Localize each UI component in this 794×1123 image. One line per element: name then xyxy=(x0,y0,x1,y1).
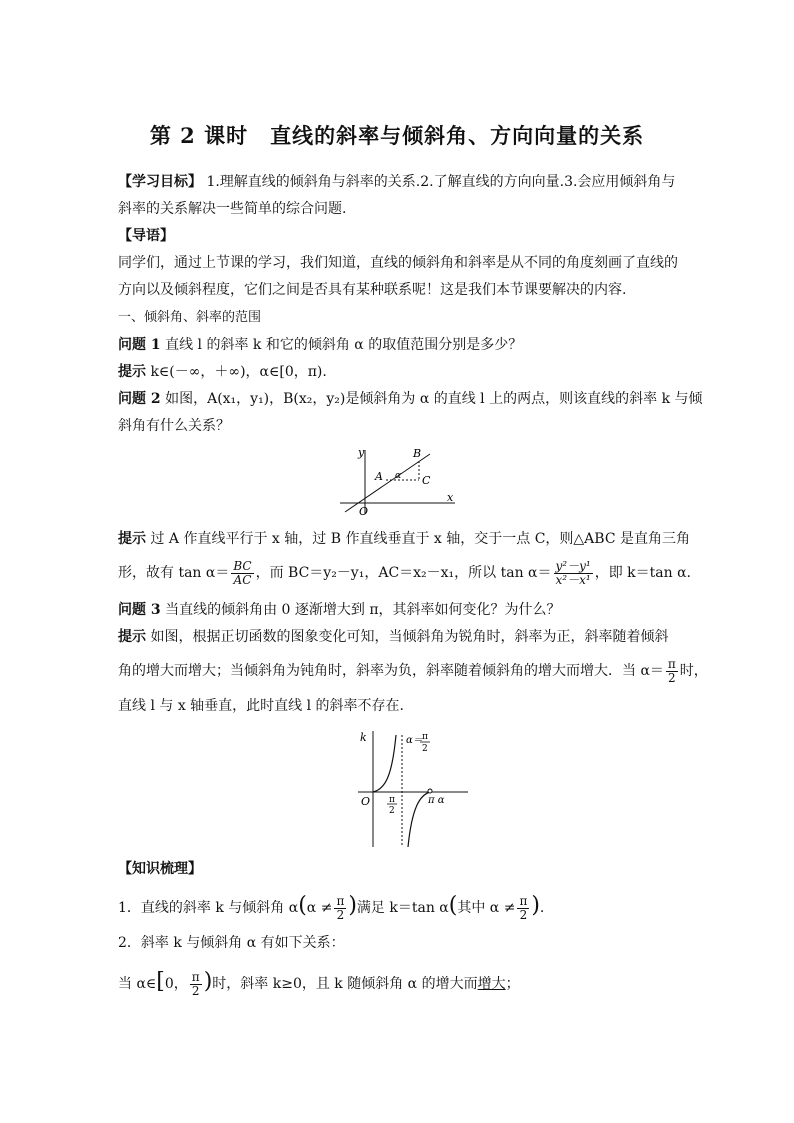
hint-1-text: k∈(－∞，＋∞)，α∈[0，π). xyxy=(150,364,327,380)
knowledge-3-two: 2 xyxy=(191,983,200,998)
fraction-two: 2 xyxy=(668,670,676,685)
knowledge-3-pi: π xyxy=(191,969,200,984)
knowledge-1-fraction-1 xyxy=(334,895,346,922)
hint-1 xyxy=(118,362,684,382)
figure-tangent-graph xyxy=(340,727,470,849)
hint-2-text-2a: 形，故有 tan α＝ xyxy=(118,565,230,581)
question-2-label: 问题 2 xyxy=(118,391,161,407)
fig2-origin-label: O xyxy=(361,795,371,808)
hint-3-label: 提示 xyxy=(118,629,146,645)
question-1 xyxy=(118,335,684,355)
fraction-x-diff: x²－x¹ xyxy=(555,572,591,587)
fig2-tick-pi: π xyxy=(389,795,395,805)
knowledge-1-fraction-2 xyxy=(517,895,529,922)
knowledge-1-pi-2: π xyxy=(519,893,528,908)
knowledge-1-text-e: . xyxy=(539,900,545,916)
question-3-text: 当直线的倾斜角由 0 逐渐增大到 π，其斜率如何变化？为什么？ xyxy=(165,602,561,618)
intro-tag-text: 【导语】 xyxy=(118,228,174,244)
hint-3-line-1 xyxy=(118,627,684,647)
knowledge-3-answer: 增大 xyxy=(477,976,506,992)
knowledge-1-text-d: 其中 α ≠ xyxy=(457,900,516,916)
fig1-point-a: A xyxy=(375,470,383,483)
knowledge-1-text-a: 1．直线的斜率 k 与倾斜角 α xyxy=(118,900,299,916)
fig1-origin-label: O xyxy=(359,505,369,518)
hint-2-line-1 xyxy=(118,529,690,549)
objectives-line-2: 斜率的关系解决一些简单的综合问题. xyxy=(118,201,347,217)
hint-3-line-2 xyxy=(118,656,708,686)
hint-2-text-1: 过 A 作直线平行于 x 轴，过 B 作直线垂直于 x 轴，交于一点 C，则△ABC 是直角三角 xyxy=(150,531,690,547)
hint-2-label: 提示 xyxy=(118,531,146,547)
intro-tag xyxy=(118,226,684,246)
section-heading-1: 一、倾斜角、斜率的范围 xyxy=(118,310,262,325)
knowledge-3-text-a: 当 α∈ xyxy=(118,976,157,992)
fig1-y-label: y xyxy=(358,446,365,459)
question-2-line-1 xyxy=(118,389,703,409)
knowledge-3-text-e: ； xyxy=(505,976,520,992)
hint-1-label: 提示 xyxy=(118,364,146,380)
knowledge-1-text-b: α ≠ xyxy=(306,900,333,916)
fig1-point-c: C xyxy=(422,474,431,487)
knowledge-point-2: 2．斜率 k 与倾斜角 α 有如下关系： xyxy=(118,935,345,951)
knowledge-3-text-c: 时，斜率 k≥0，且 k 随倾斜角 α 的增大而 xyxy=(212,976,478,992)
question-1-label: 问题 1 xyxy=(118,337,161,353)
objectives-tag: 【学习目标】 xyxy=(118,174,202,190)
knowledge-tag-text: 【知识梳理】 xyxy=(118,861,202,877)
question-3-label: 问题 3 xyxy=(118,602,161,618)
question-3 xyxy=(118,600,684,620)
fraction-bc-ac xyxy=(231,560,253,587)
knowledge-point-3: 当 α∈[0， $\frac{\pi}{2}$ )时，斜率 k≥0，且 k 随倾斜角 α 的增大而增大； xyxy=(118,969,520,998)
knowledge-tag xyxy=(118,859,684,879)
hint-2-text-2b: ，而 BC＝y₂－y₁，AC＝x₂－x₁，所以 tan α＝ xyxy=(255,565,552,581)
objectives-text-1: 1.理解直线的倾斜角与斜率的关系.2.了解直线的方向向量.3.会应用倾斜角与 xyxy=(206,174,676,190)
knowledge-1-two-2: 2 xyxy=(519,907,528,922)
question-2-line-2: 斜角有什么关系？ xyxy=(118,418,230,434)
intro-line-1: 同学们，通过上节课的学习，我们知道，直线的倾斜角和斜率是从不同的角度刻画了直线的 xyxy=(118,255,678,271)
fig1-alpha: α xyxy=(395,471,402,481)
fig2-asymptote-label: α＝ xyxy=(406,735,423,746)
fig1-x-label: x xyxy=(447,491,454,504)
hint-3-text-1: 如图，根据正切函数的图象变化可知，当倾斜角为锐角时，斜率为正，斜率随着倾斜 xyxy=(150,629,669,645)
knowledge-point-1: 1．直线的斜率 k 与倾斜角 α(α ≠ $\frac{\pi}{2}$ )满足 k＝tan α(其中 α ≠ $\frac{\pi}{2}$ ). xyxy=(118,893,545,922)
fig2-k-label: k xyxy=(360,731,367,744)
fraction-pi-2 xyxy=(666,658,678,685)
hint-2-text-2c: ，即 k＝tan α. xyxy=(594,565,691,581)
intro-line-2: 方向以及倾斜程度，它们之间是否具有某种联系呢！这是我们本节课要解决的内容. xyxy=(118,282,627,298)
knowledge-1-text-c: 满足 k＝tan α xyxy=(356,900,449,916)
fig1-point-b: B xyxy=(413,447,422,460)
knowledge-3-text-b: 0， xyxy=(164,976,188,992)
fraction-bc: BC xyxy=(233,558,252,573)
hint-3-text-2a: 角的增大而增大；当倾斜角为钝角时，斜率为负，斜率随着倾斜角的增大而增大．当 α＝ xyxy=(118,663,664,679)
knowledge-1-pi-1: π xyxy=(336,893,345,908)
knowledge-3-fraction xyxy=(190,971,202,998)
fig2-pi-alpha: π α xyxy=(428,795,445,806)
hint-2-line-2 xyxy=(118,558,691,588)
fraction-ac: AC xyxy=(233,572,252,587)
fraction-pi: π xyxy=(667,656,676,671)
knowledge-1-two-1: 2 xyxy=(336,907,345,922)
question-2-text-1: 如图，A(x₁，y₁)，B(x₂，y₂)是倾斜角为 α 的直线 l 上的两点，则该直线的斜率 k 与倾 xyxy=(165,391,703,407)
fig2-tick-two: 2 xyxy=(389,806,395,816)
question-1-text: 直线 l 的斜率 k 和它的倾斜角 α 的取值范围分别是多少？ xyxy=(165,337,523,353)
page-title: 第 2 课时 直线的斜率与倾斜角、方向向量的关系 xyxy=(149,123,645,148)
fraction-y-x xyxy=(554,560,593,587)
fig2-asymptote-pi: π xyxy=(422,732,428,742)
fraction-y-diff: y²－y¹ xyxy=(555,558,591,573)
figure-slope-triangle xyxy=(335,444,460,519)
hint-3-text-2b: 时， xyxy=(679,663,708,679)
fig2-asymptote-two: 2 xyxy=(422,744,428,754)
hint-3-line-3: 直线 l 与 x 轴垂直，此时直线 l 的斜率不存在. xyxy=(118,698,405,714)
objectives-line-1 xyxy=(118,172,684,192)
